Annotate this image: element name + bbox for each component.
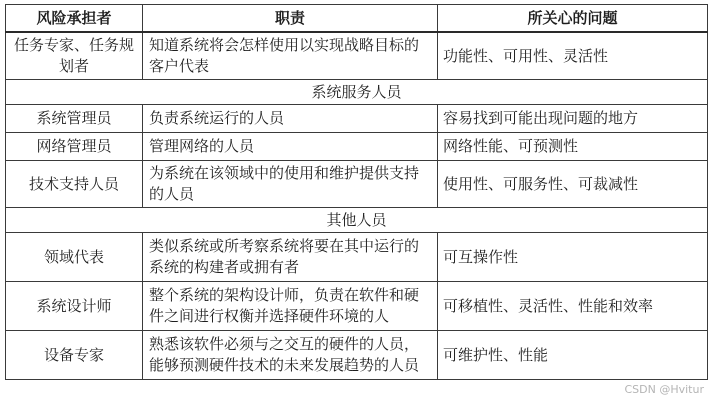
table-row <box>6 282 708 331</box>
duty-cell: 类似系统或所考察系统将要在其中运行的系统的构建者或拥有者 <box>143 233 438 282</box>
section-row <box>6 80 708 105</box>
header-concerns: 所关心的问题 <box>438 5 708 33</box>
concern-cell: 容易找到可能出现问题的地方 <box>438 105 708 133</box>
concern-cell: 功能性、可用性、灵活性 <box>438 32 708 80</box>
duty-cell: 为系统在该领域中的使用和维护提供支持的人员 <box>143 161 438 208</box>
table-row <box>6 233 708 282</box>
section-title: 系统服务人员 <box>6 80 708 105</box>
role-cell: 设备专家 <box>6 331 143 380</box>
concern-cell: 网络性能、可预测性 <box>438 133 708 161</box>
table-row <box>6 133 708 161</box>
concern-cell: 可互操作性 <box>438 233 708 282</box>
role-cell: 系统设计师 <box>6 282 143 331</box>
duty-cell: 熟悉该软件必须与之交互的硬件的人员，能够预测硬件技术的未来发展趋势的人员 <box>143 331 438 380</box>
concern-cell: 使用性、可服务性、可裁减性 <box>438 161 708 208</box>
duty-cell: 管理网络的人员 <box>143 133 438 161</box>
header-duty: 职责 <box>143 5 438 33</box>
table-row <box>6 32 708 80</box>
section-row <box>6 208 708 233</box>
stakeholder-table <box>5 4 708 380</box>
role-cell: 系统管理员 <box>6 105 143 133</box>
table-row <box>6 105 708 133</box>
table-row <box>6 331 708 380</box>
table-header-row <box>6 5 708 33</box>
header-stakeholder: 风险承担者 <box>6 5 143 33</box>
role-cell: 技术支持人员 <box>6 161 143 208</box>
section-title: 其他人员 <box>6 208 708 233</box>
role-cell: 网络管理员 <box>6 133 143 161</box>
concern-cell: 可移植性、灵活性、性能和效率 <box>438 282 708 331</box>
role-cell: 领域代表 <box>6 233 143 282</box>
table-row <box>6 161 708 208</box>
concern-cell: 可维护性、性能 <box>438 331 708 380</box>
role-cell: 任务专家、任务规划者 <box>6 32 143 80</box>
duty-cell: 整个系统的架构设计师，负责在软件和硬件之间进行权衡并选择硬件环境的人 <box>143 282 438 331</box>
duty-cell: 知道系统将会怎样使用以实现战略目标的客户代表 <box>143 32 438 80</box>
watermark: CSDN @Hvitur <box>624 383 704 396</box>
duty-cell: 负责系统运行的人员 <box>143 105 438 133</box>
